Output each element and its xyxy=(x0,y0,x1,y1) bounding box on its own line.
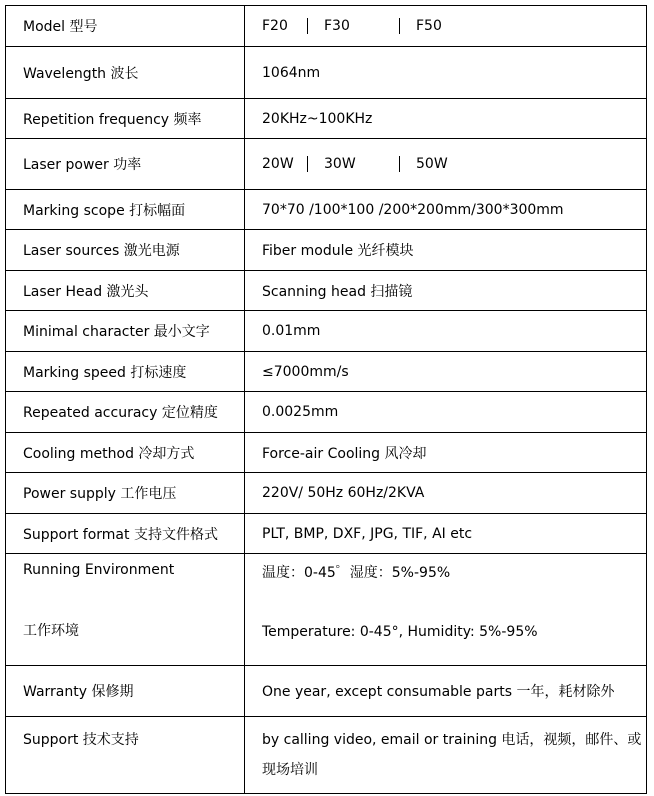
model-value: F20 xyxy=(262,18,308,34)
wavelength-label: Wavelength 波长 xyxy=(6,47,245,99)
power-value: 50W xyxy=(416,156,448,172)
model-label: Model 型号 xyxy=(6,6,245,47)
character-label: Minimal character 最小文字 xyxy=(6,311,245,352)
table-row xyxy=(6,473,647,514)
format-label: Support format 支持文件格式 xyxy=(6,514,245,554)
environment-value xyxy=(245,554,647,666)
accuracy-label: Repeated accuracy 定位精度 xyxy=(6,392,245,433)
support-value: by calling video, email or training 电话，视频，邮件、或现场培训 xyxy=(245,717,647,794)
table-row xyxy=(6,230,647,271)
accuracy-value: 0.0025mm xyxy=(245,392,647,433)
power-value: 30W xyxy=(308,156,400,172)
support-label: Support 技术支持 xyxy=(6,717,245,794)
table-row xyxy=(6,99,647,139)
table-row xyxy=(6,514,647,554)
model-values xyxy=(245,6,647,47)
repetition-value: 20KHz~100KHz xyxy=(245,99,647,139)
power-value: 20W xyxy=(262,156,308,172)
character-value: 0.01mm xyxy=(245,311,647,352)
table-row xyxy=(6,717,647,794)
table-row xyxy=(6,190,647,230)
head-value: Scanning head 扫描镜 xyxy=(245,271,647,311)
spec-table xyxy=(5,5,647,794)
cooling-value: Force-air Cooling 风冷却 xyxy=(245,433,647,473)
source-label: Laser sources 激光电源 xyxy=(6,230,245,271)
environment-label-cn: 工作环境 xyxy=(23,623,79,639)
environment-label xyxy=(6,554,245,666)
scope-value: 70*70 /100*100 /200*200mm/300*300mm xyxy=(245,190,647,230)
supply-value: 220V/ 50Hz 60Hz/2KVA xyxy=(245,473,647,514)
source-value: Fiber module 光纤模块 xyxy=(245,230,647,271)
model-value: F30 xyxy=(308,18,400,34)
table-row xyxy=(6,352,647,392)
table-row xyxy=(6,311,647,352)
speed-label: Marking speed 打标速度 xyxy=(6,352,245,392)
environment-value-en: Temperature: 0-45°, Humidity: 5%-95% xyxy=(262,624,538,640)
scope-label: Marking scope 打标幅面 xyxy=(6,190,245,230)
table-row xyxy=(6,47,647,99)
power-values xyxy=(245,139,647,190)
model-value: F50 xyxy=(416,18,442,34)
environment-value-cn: 温度：0-45゜湿度：5%-95% xyxy=(262,565,451,581)
table-row xyxy=(6,433,647,473)
supply-label: Power supply 工作电压 xyxy=(6,473,245,514)
table-row xyxy=(6,139,647,190)
power-label: Laser power 功率 xyxy=(6,139,245,190)
environment-label-en: Running Environment xyxy=(23,562,175,578)
table-row xyxy=(6,392,647,433)
table-row xyxy=(6,6,647,47)
warranty-label: Warranty 保修期 xyxy=(6,666,245,717)
table-row xyxy=(6,666,647,717)
format-value: PLT, BMP, DXF, JPG, TIF, AI etc xyxy=(245,514,647,554)
speed-value: ≤7000mm/s xyxy=(245,352,647,392)
repetition-label: Repetition frequency 频率 xyxy=(6,99,245,139)
table-row xyxy=(6,554,647,666)
table-row xyxy=(6,271,647,311)
warranty-value: One year, except consumable parts 一年，耗材除外 xyxy=(245,666,647,717)
wavelength-value: 1064nm xyxy=(245,47,647,99)
head-label: Laser Head 激光头 xyxy=(6,271,245,311)
cooling-label: Cooling method 冷却方式 xyxy=(6,433,245,473)
